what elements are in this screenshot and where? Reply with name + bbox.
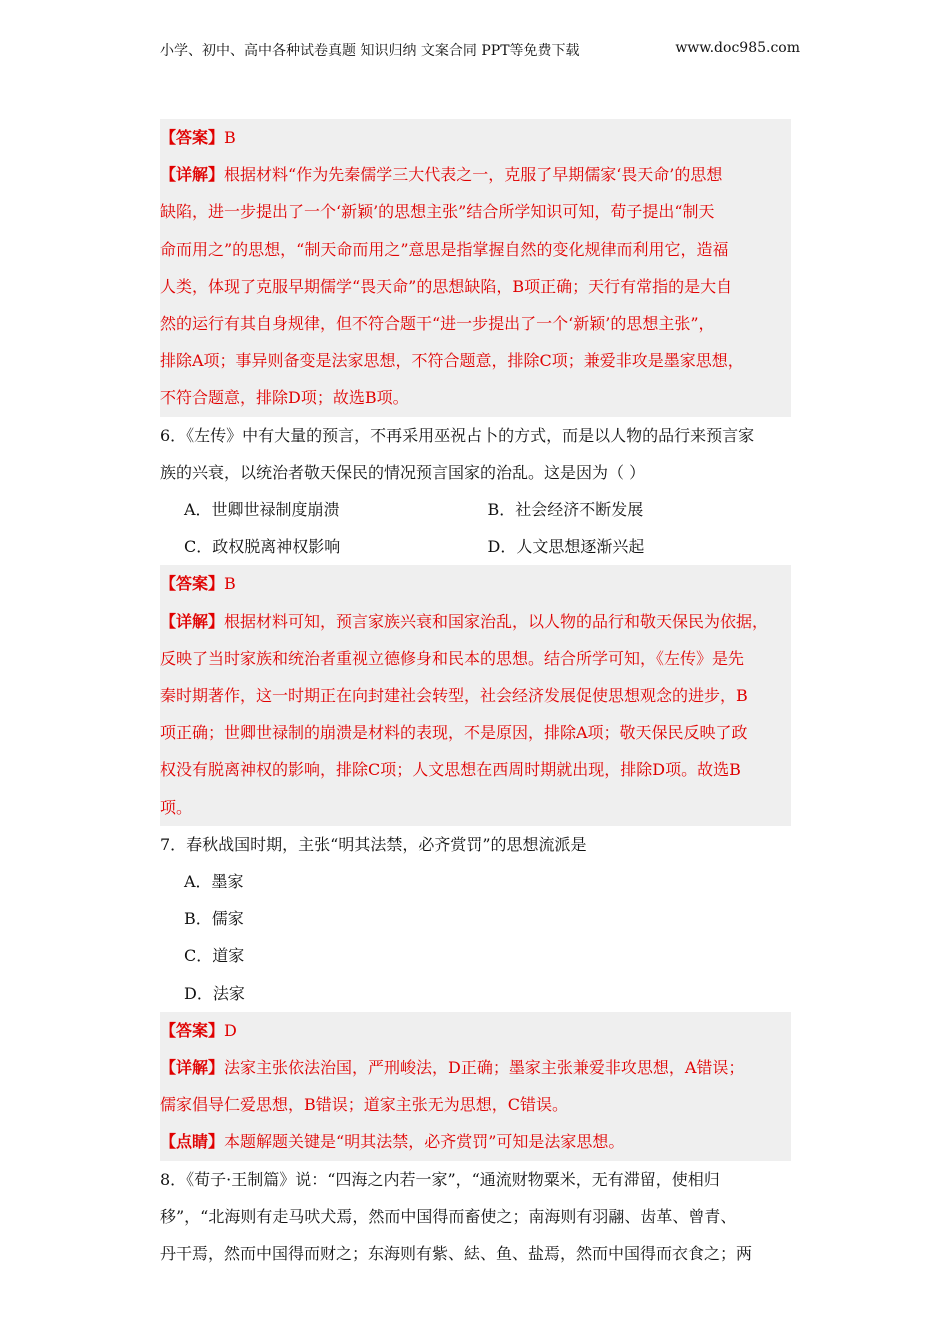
detail-tag: 【详解】 xyxy=(160,611,225,631)
q5-detail-line: 命而用之”的思想，“制天命而用之”意思是指掌握自然的变化规律而利用它，造福 xyxy=(160,239,729,259)
document-body xyxy=(160,119,791,1272)
q6-answer-line xyxy=(160,565,791,602)
q7-note-line xyxy=(160,1123,791,1160)
q7-stem: 7．春秋战国时期，主张“明其法禁，必齐赏罚”的思想流派是 xyxy=(160,834,587,854)
q6-stem-line: 族的兴衰，以统治者敬天保民的情况预言国家的治乱。这是因为（ ） xyxy=(160,462,646,482)
q7-option-a[interactable]: A．墨家 xyxy=(184,872,244,892)
question-7 xyxy=(160,826,791,1012)
detail-tag: 【详解】 xyxy=(160,1058,225,1078)
answer-tag: 【答案】 xyxy=(160,1020,225,1040)
q6-options-row xyxy=(160,491,791,528)
q5-detail-line xyxy=(160,156,791,193)
q6-detail-line: 权没有脱离神权的影响，排除C项；人文思想在西周时期就出现，排除D项。故选B xyxy=(160,760,741,780)
question-6 xyxy=(160,417,791,566)
q5-detail-line: 然的运行有其自身规律，但不符合题干“进一步提出了一个‘新颖’的思想主张”， xyxy=(160,314,715,334)
q5-answer-line xyxy=(160,119,791,156)
q5-answer-block xyxy=(160,119,791,417)
q5-detail-line: 不符合题意，排除D项；故选B项。 xyxy=(160,388,409,408)
answer-tag: 【答案】 xyxy=(160,574,225,594)
q8-stem-line: 丹干焉，然而中国得而财之；东海则有紫、紶、鱼、盐焉，然而中国得而衣食之；两 xyxy=(160,1244,753,1264)
q7-answer-line xyxy=(160,1012,791,1049)
q6-detail-line: 反映了当时家族和统治者重视立德修身和民本的思想。结合所学可知，《左传》是先 xyxy=(160,648,745,668)
q6-detail-line: 项正确；世卿世禄制的崩溃是材料的表现，不是原因，排除A项；敬天保民反映了政 xyxy=(160,723,748,743)
q5-detail-line: 缺陷，进一步提出了一个‘新颖’的思想主张”结合所学知识可知，荀子提出“制天 xyxy=(160,202,715,222)
q7-detail-line: 儒家倡导仁爱思想，B错误；道家主张无为思想，C错误。 xyxy=(160,1095,569,1115)
q7-option-b[interactable]: B．儒家 xyxy=(184,909,244,929)
q5-detail-line: 排除A项；事异则备变是法家思想，不符合题意，排除C项；兼爱非攻是墨家思想， xyxy=(160,351,744,371)
q6-option-d[interactable]: D．人文思想逐渐兴起 xyxy=(487,537,645,557)
q7-note-text: 本题解题关键是“明其法禁，必齐赏罚”可知是法家思想。 xyxy=(224,1132,625,1152)
detail-tag: 【详解】 xyxy=(160,165,225,185)
q6-answer: B xyxy=(224,574,236,594)
q6-detail-line: 项。 xyxy=(160,797,193,817)
q5-detail-line: 人类，体现了克服早期儒学“畏天命”的思想缺陷，B项正确；天行有常指的是大自 xyxy=(160,276,733,296)
q6-detail-text: 根据材料可知，预言家族兴衰和国家治乱，以人物的品行和敬天保民为依据， xyxy=(224,611,769,631)
q7-detail-text: 法家主张依法治国，严刑峻法，D正确；墨家主张兼爱非攻思想，A错误； xyxy=(224,1058,745,1078)
q6-option-c[interactable]: C．政权脱离神权影响 xyxy=(184,537,341,557)
q5-detail-text: 根据材料“作为先秦儒学三大代表之一，克服了早期儒家‘畏天命’的思想 xyxy=(224,165,723,185)
q8-stem-line: 移”，“北海则有走马吠犬焉，然而中国得而畜使之；南海则有羽翮、齿革、曾青、 xyxy=(160,1206,737,1226)
q6-detail-line: 秦时期著作，这一时期正在向封建社会转型，社会经济发展促使思想观念的进步，B xyxy=(160,686,748,706)
question-8 xyxy=(160,1161,791,1273)
q6-answer-block xyxy=(160,565,791,825)
q6-options-row xyxy=(160,528,791,565)
note-tag: 【点睛】 xyxy=(160,1132,225,1152)
q6-detail-line xyxy=(160,603,791,640)
q7-option-c[interactable]: C．道家 xyxy=(184,946,245,966)
answer-tag: 【答案】 xyxy=(160,128,225,147)
q7-detail-line xyxy=(160,1049,791,1086)
q7-option-d[interactable]: D．法家 xyxy=(184,983,245,1003)
q8-stem-line: 8．《荀子·王制篇》说：“四海之内若一家”，“通流财物粟米，无有滞留，使相归 xyxy=(160,1169,720,1189)
q5-answer: B xyxy=(224,128,236,147)
q6-option-b[interactable]: B．社会经济不断发展 xyxy=(487,500,644,520)
q7-answer-block xyxy=(160,1012,791,1161)
q6-stem-line: 6．《左传》中有大量的预言，不再采用巫祝占卜的方式，而是以人物的品行来预言家 xyxy=(160,425,755,445)
header-url: www.doc985.com xyxy=(675,40,800,56)
q7-answer: D xyxy=(224,1020,237,1040)
header-text: 小学、初中、高中各种试卷真题 知识归纳 文案合同 PPT等免费下载 xyxy=(160,43,580,59)
q6-option-a[interactable]: A．世卿世禄制度崩溃 xyxy=(184,500,340,520)
